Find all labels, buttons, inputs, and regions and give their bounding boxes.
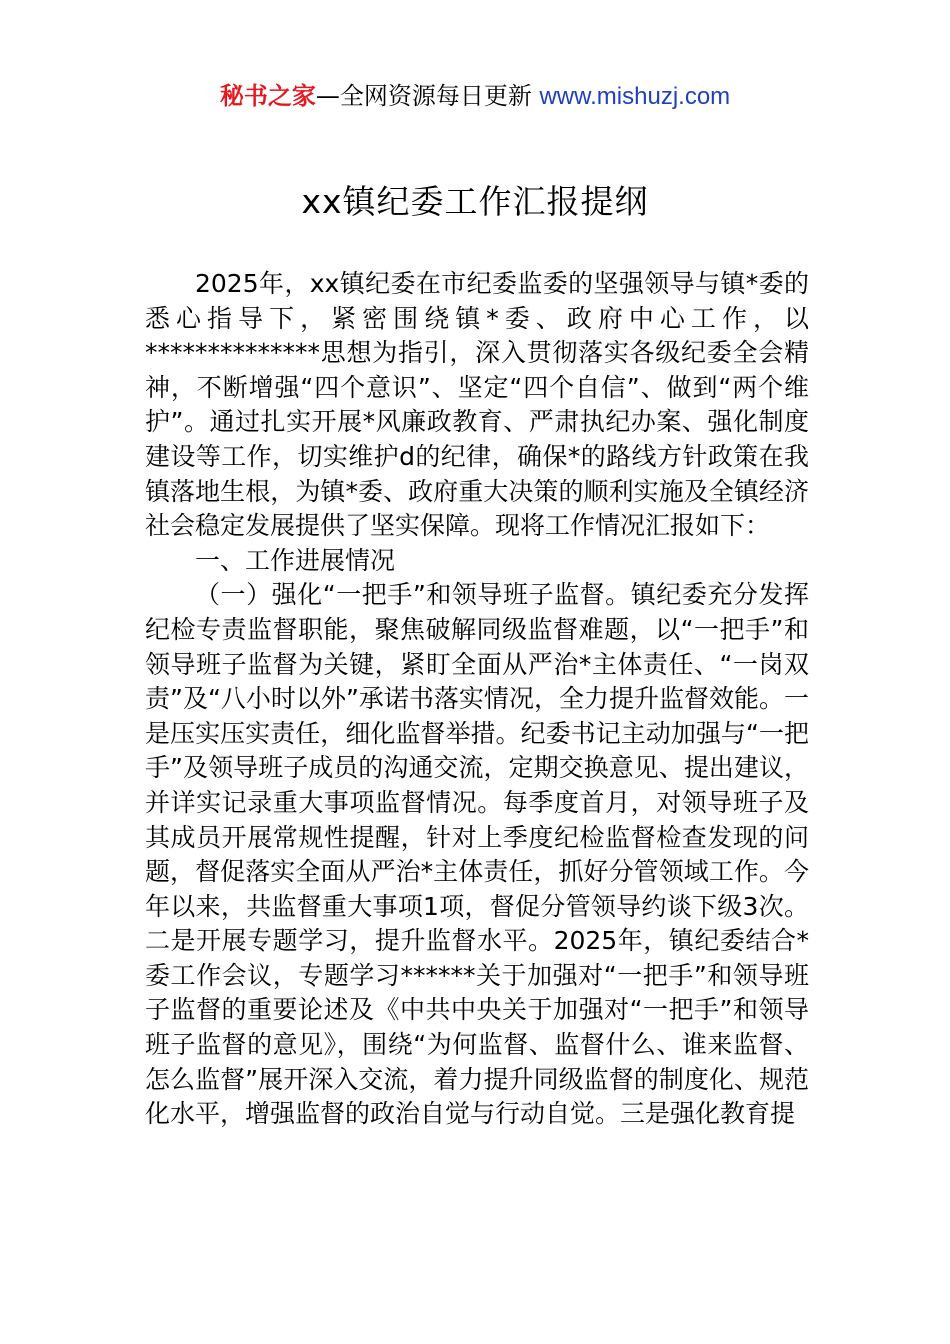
- intro-paragraph: 2025年，xx镇纪委在市纪委监委的坚强领导与镇*委的悉心指导下，紧密围绕镇*委、政府中心工作，以**************思想为指引，深入贯彻落实各级纪委全会精神，不断增强“四个意识”、坚定“四个自信”、做到“两个维护”。通过扎实开展*风廉政教育、严肃执纪办案、强化制度建设等工作，切实维护d的纪律，确保*的路线方针政策在我镇落地生根，为镇*委、政府重大决策的顺利实施及全镇经济社会稳定发展提供了坚实保障。现将工作情况汇报如下：: [145, 269, 809, 541]
- document-body: [145, 267, 809, 1132]
- site-url-link[interactable]: www.mishuzj.com: [539, 83, 731, 110]
- subsection-paragraph: （一）强化“一把手”和领导班子监督。镇纪委充分发挥纪检专责监督职能，聚焦破解同级监督难题，以“一把手”和领导班子监督为关键，紧盯全面从严治*主体责任、“一岗双责”及“八小时以外”承诺书落实情况，全力提升监督效能。一是压实压实责任，细化监督举措。纪委书记主动加强与“一把手”及领导班子成员的沟通交流，定期交换意见、提出建议，并详实记录重大事项监督情况。每季度首月，对领导班子及其成员开展常规性提醒，针对上季度纪检监督检查发现的问题，督促落实全面从严治*主体责任，抓好分管领域工作。今年以来，共监督重大事项1项，督促分管领导约谈下级3次。二是开展专题学习，提升监督水平。2025年，镇纪委结合*委工作会议，专题学习******关于加强对“一把手”和领导班子监督的重要论述及《中共中央关于加强对“一把手”和领导班子监督的意见》，围绕“为何监督、监督什么、谁来监督、怎么监督”展开深入交流，着力提升同级监督的制度化、规范化水平，增强监督的政治自觉与行动自觉。三是强化教育提: [145, 580, 809, 1129]
- site-brand: 秘书之家: [219, 82, 316, 110]
- site-tagline: —全网资源每日更新: [315, 82, 540, 110]
- document-title: xx镇纪委工作汇报提纲: [301, 182, 649, 221]
- section-heading: 一、工作进展情况: [195, 545, 396, 575]
- site-header: [0, 79, 950, 114]
